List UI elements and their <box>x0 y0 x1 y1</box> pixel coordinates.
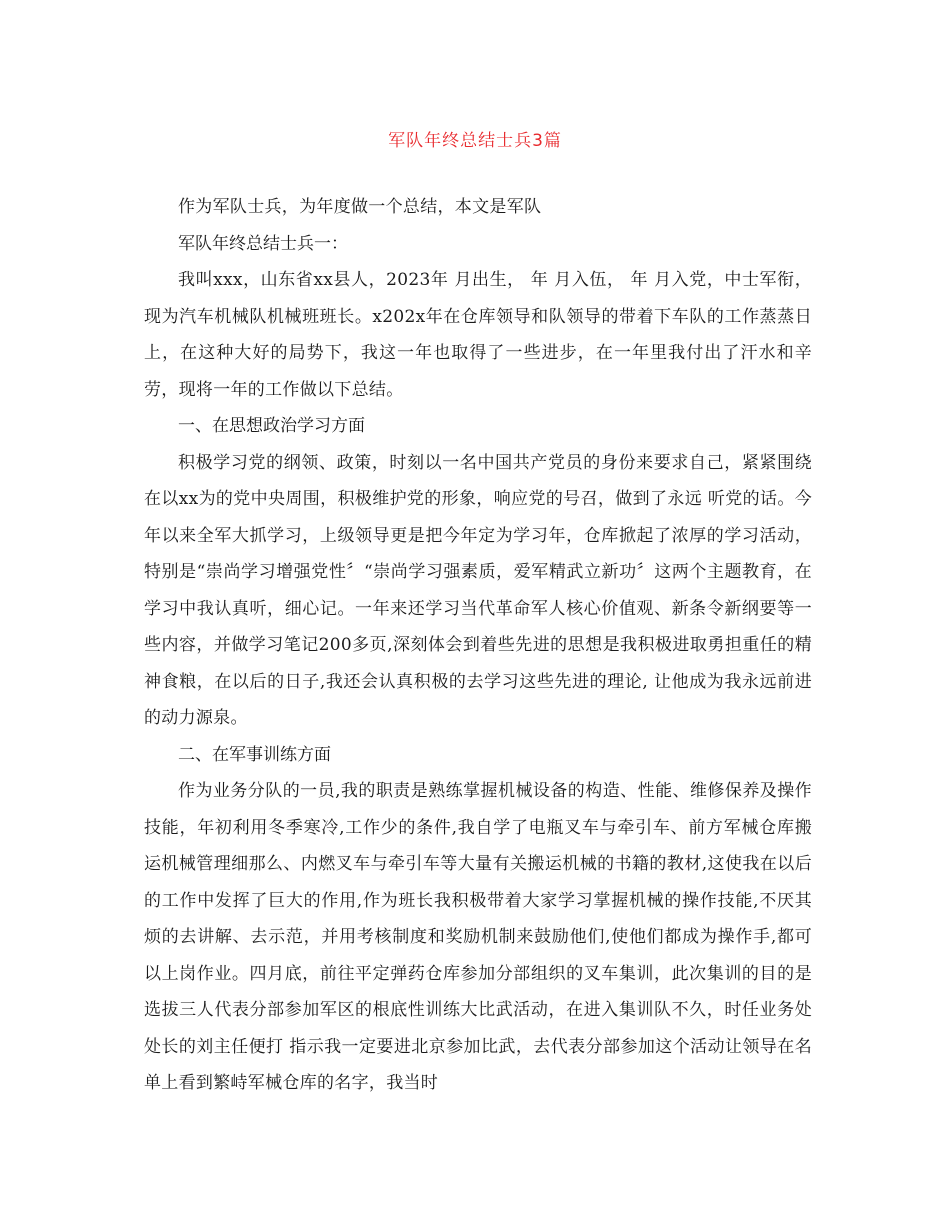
document-body <box>144 189 812 1102</box>
document-title: 军队年终总结士兵3篇 <box>388 131 562 151</box>
military-training-paragraph: 作为业务分队的一员,我的职责是熟练掌握机械设备的构造、性能、维修保养及操作技能，年初利用冬季寒冷,工作少的条件,我自学了电瓶叉车与牵引车、前方军械仓库搬运机械管理细那么、内燃叉车与牵引车等大量有关搬运机械的书籍的教材,这使我在以后的工作中发挥了巨大的作用,作为班长我积极带着大家学习掌握机械的操作技能,不厌其烦的去讲解、去示范，并用考核制度和奖励机制来鼓励他们,使他们都成为操作手,都可以上岗作业。四月底，前往平定弹药仓库参加分部组织的叉车集训，此次集训的目的是选拔三人代表分部参加军区的根底性训练大比武活动，在进入集训队不久，时任业务处处长的刘主任便打 指示我一定要进北京参加比武，去代表分部参加这个活动让领导在名单上看到繁峙军械仓库的名字，我当时 <box>144 781 812 1093</box>
self-introduction-paragraph: 我叫xxx，山东省xx县人，2023年 月出生， 年 月入伍， 年 月入党，中士军衔，现为汽车机械队机械班班长。x202x年在仓库领导和队领导的带着下车队的工作蒸蒸日上，在这种大好的局势下，我这一年也取得了一些进步，在一年里我付出了汗水和辛劳，现将一年的工作做以下总结。 <box>144 270 812 400</box>
section-heading-political-study: 一、在思想政治学习方面 <box>178 416 365 436</box>
section-heading-military-training: 二、在军事训练方面 <box>178 744 331 765</box>
political-study-paragraph: 积极学习党的纲领、政策，时刻以一名中国共产党员的身份来要求自己，紧紧围绕在以xx为的党中央周围，积极维护党的形象，响应党的号召，做到了永远 听党的话。今年以来全军大抓学习，上级领导更是把今年定为学习年，仓库掀起了浓厚的学习活动，特别是“崇尚学习增强党性〞“崇尚学习强素质，爱军精武立新功〞这两个主题教育，在学习中我认真听，细心记。一年来还学习当代革命军人核心价值观、新条令新纲要等一些内容，并做学习笔记200多页,深刻体会到着些先进的思想是我积极进取勇担重任的精神食粮，在以后的日子,我还会认真积极的去学习这些先进的理论, 让他成为我永远前进的动力源泉。 <box>144 452 812 728</box>
section-heading-part-one: 军队年终总结士兵一： <box>178 233 348 254</box>
intro-paragraph: 作为军队士兵，为年度做一个总结，本文是军队 <box>178 197 542 217</box>
